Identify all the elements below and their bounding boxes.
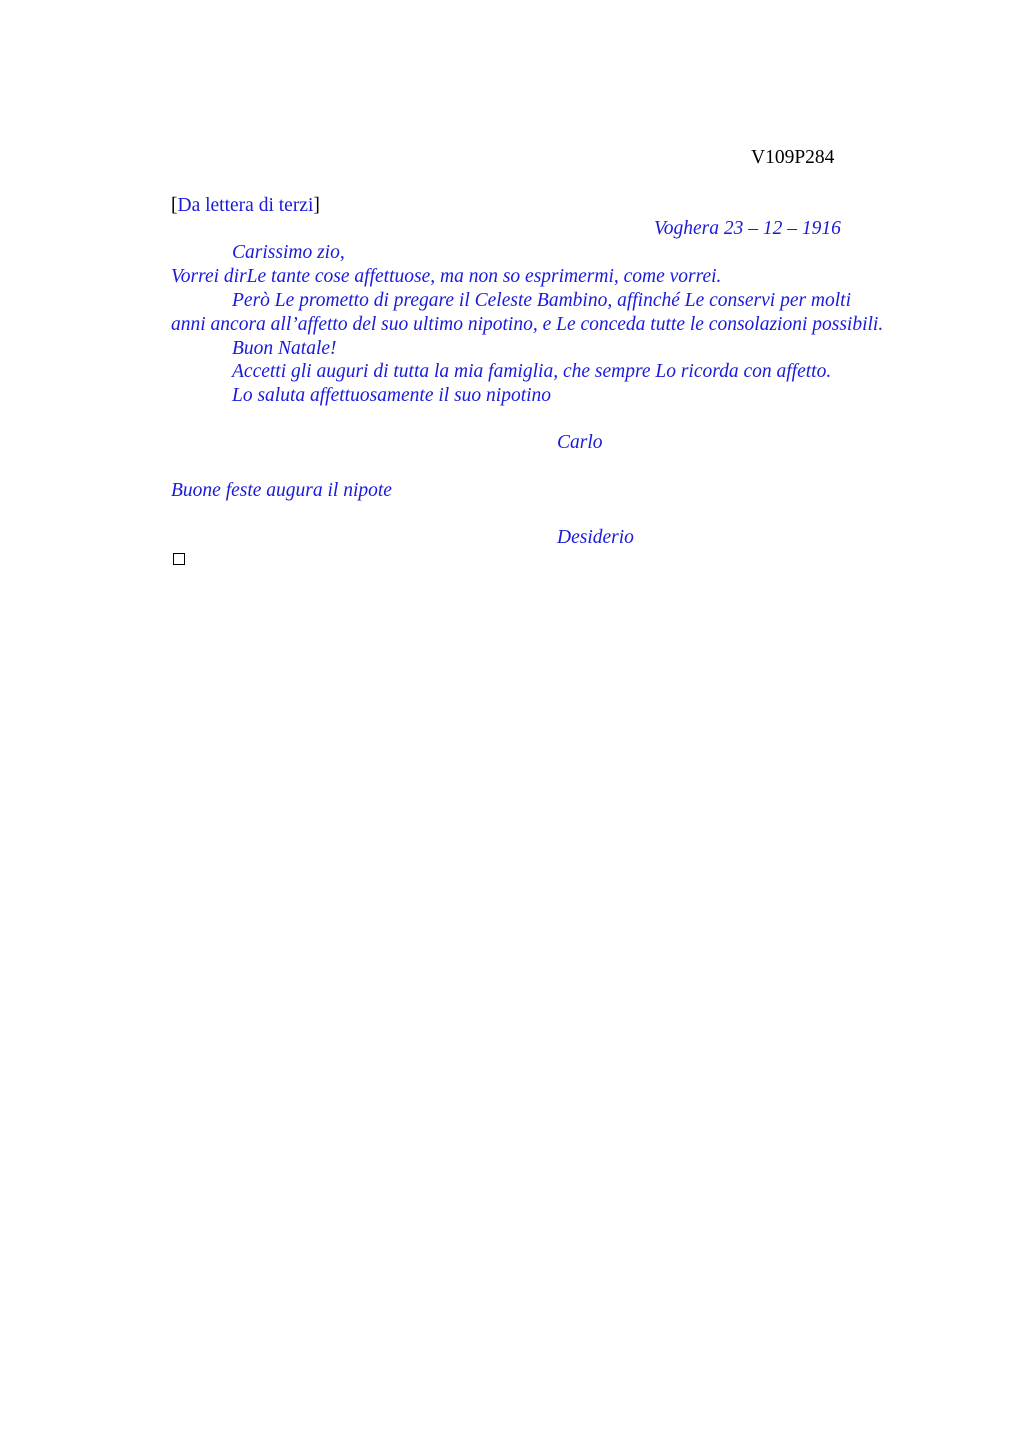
signature-desiderio: Desiderio <box>557 527 634 548</box>
postscript: Buone feste augura il nipote <box>171 480 392 501</box>
source-note <box>171 194 320 218</box>
letter-body-line: Lo saluta affettuosamente il suo nipotino <box>232 385 552 406</box>
source-note-text: Da lettera di terzi <box>177 195 314 216</box>
signature-carlo: Carlo <box>557 432 603 453</box>
letter-date: Voghera 23 – 12 – 1916 <box>654 218 841 239</box>
letter-body-line: Buon Natale! <box>232 338 337 359</box>
letter-body-line: Però Le prometto di pregare il Celeste Bambino, affinché Le conservi per molti <box>232 290 852 311</box>
letter-body-line: anni ancora all’affetto del suo ultimo nipotino, e Le conceda tutte le consolazioni possibili. <box>171 314 884 335</box>
reference-code: V109P284 <box>751 147 835 168</box>
letter-body-line: Accetti gli auguri di tutta la mia famiglia, che sempre Lo ricorda con affetto. <box>232 361 832 382</box>
checkbox-symbol-icon <box>173 553 185 565</box>
letter-salutation: Carissimo zio, <box>232 242 345 263</box>
source-note-close-bracket: ] <box>313 195 320 216</box>
letter-body-line: Vorrei dirLe tante cose affettuose, ma non so esprimermi, come vorrei. <box>171 266 722 287</box>
source-note-open-bracket: [ <box>171 195 178 216</box>
